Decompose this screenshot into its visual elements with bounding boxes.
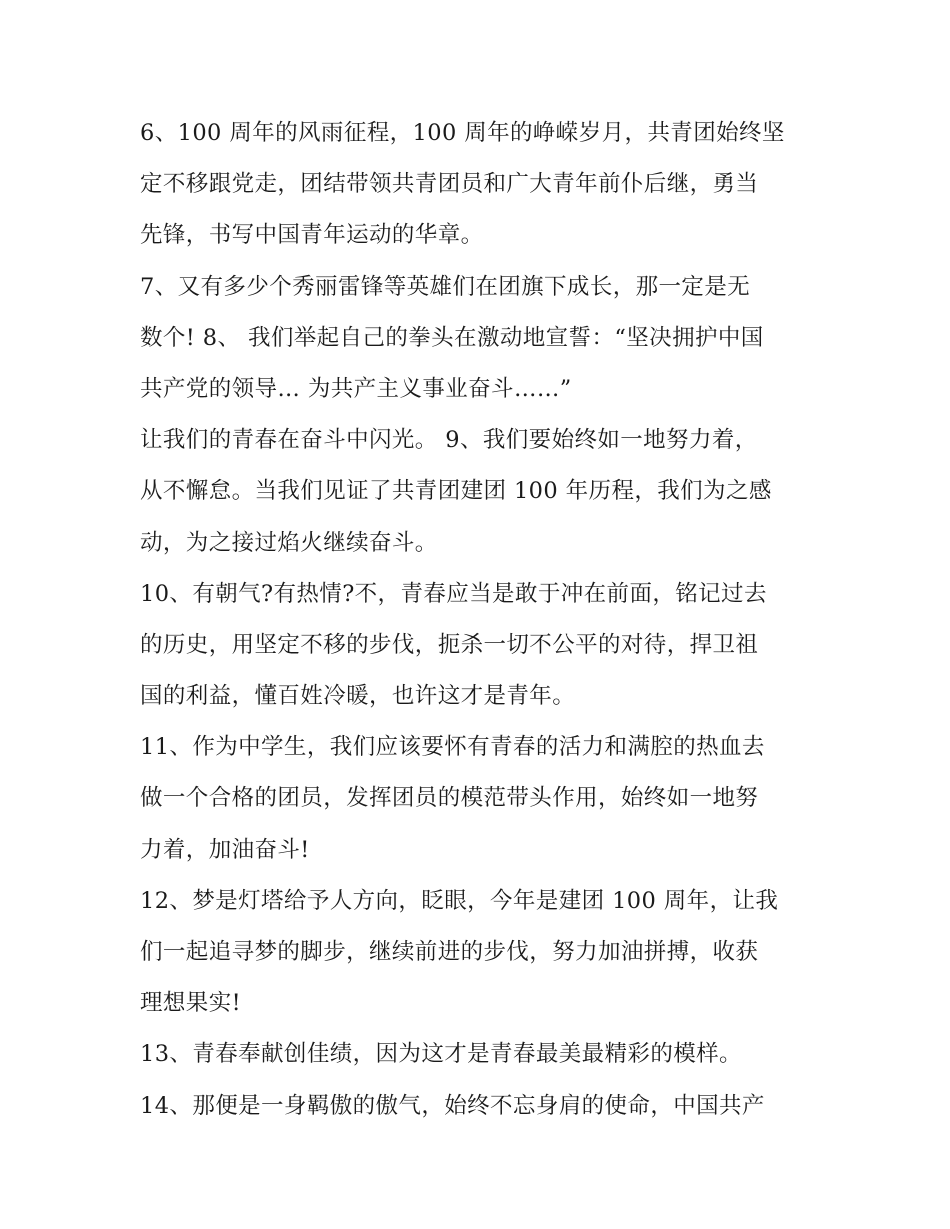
text-line: 14、那便是一身羁傲的傲气，始终不忘身肩的使命，中国共产: [140, 1092, 765, 1119]
text-line: 们一起追寻梦的脚步，继续前进的步伐，努力加油拼搏，收获: [140, 939, 759, 965]
text-line: 先锋，书写中国青年运动的华章。: [140, 222, 484, 249]
text-line: 定不移跟党走，团结带领共青团员和广大青年前仆后继，勇当: [140, 171, 759, 198]
text-line: 数个! 8、 我们举起自己的拳头在激动地宣誓：“坚决拥护中国: [140, 324, 764, 351]
text-line: 13、青春奉献创佳绩，因为这才是青春最美最精彩的模样。: [140, 1041, 742, 1068]
text-line: 让我们的青春在奋斗中闪光。 9、我们要始终如一地努力着，: [140, 427, 758, 454]
text-line: 力着，加油奋斗!: [140, 836, 310, 863]
text-line: 共产党的领导… 为共产主义事业奋斗……”: [140, 375, 572, 402]
text-line: 动，为之接过焰火继续奋斗。: [140, 529, 438, 556]
text-line: 做一个合格的团员，发挥团员的模范带头作用，始终如一地努: [140, 785, 759, 812]
text-line: 从不懈怠。当我们见证了共青团建团 100 年历程，我们为之感: [140, 478, 772, 505]
text-line: 10、有朝气?有热情?不，青春应当是敢于冲在前面，铭记过去: [140, 580, 767, 607]
text-line: 7、又有多少个秀丽雷锋等英雄们在团旗下成长，那一定是无: [140, 273, 751, 300]
text-line: 国的利益，懂百姓冷暖，也许这才是青年。: [140, 683, 576, 710]
text-line: 11、作为中学生，我们应该要怀有青春的活力和满腔的热血去: [140, 734, 765, 761]
text-line: 6、100 周年的风雨征程，100 周年的峥嵘岁月，共青团始终坚: [140, 120, 785, 146]
text-line: 理想果实!: [140, 990, 242, 1017]
document-body: [140, 108, 830, 1132]
text-line: 的历史，用坚定不移的步伐，扼杀一切不公平的对待，捍卫祖: [140, 631, 759, 658]
text-line: 12、梦是灯塔给予人方向，眨眼，今年是建团 100 周年，让我: [140, 887, 779, 914]
